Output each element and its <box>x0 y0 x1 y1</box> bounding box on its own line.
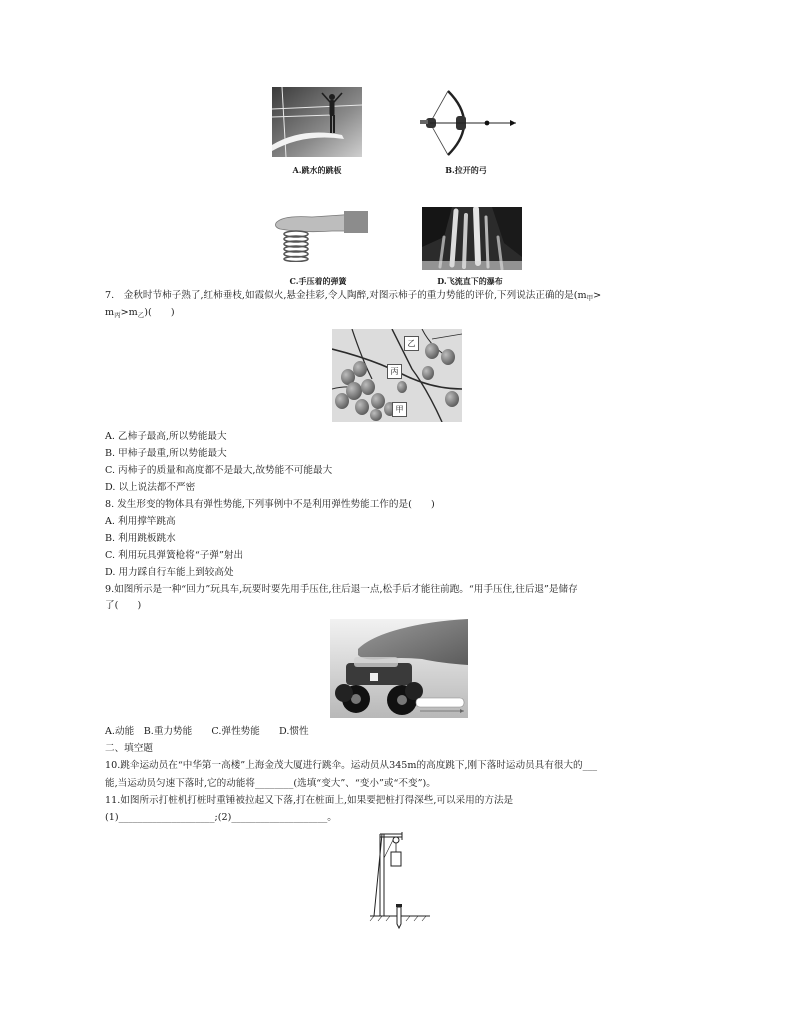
q7-gt2: >m <box>120 307 138 318</box>
q8-option-b: B. 利用跳板跳水 <box>105 533 176 544</box>
persimmon-label-yi: 乙 <box>404 336 419 351</box>
waterfall-photo <box>422 207 522 270</box>
toy-car-illustration <box>330 619 468 718</box>
diving-board-illustration <box>272 87 362 157</box>
q11-line2: (1)____________________;(2)____________________。 <box>105 812 337 823</box>
pile <box>397 907 401 928</box>
persimmon-photo <box>332 329 462 422</box>
figure-b-caption: B.拉开的弓 <box>445 165 487 175</box>
q8-option-d: D. 用力踩自行车能上到较高处 <box>105 567 234 578</box>
figure-a-caption: A.跳水的跳板 <box>292 165 342 175</box>
q7-gt1: > <box>593 290 602 301</box>
pulley <box>393 837 399 843</box>
q8-option-c: C. 利用玩具弹簧枪将“子弹”射出 <box>105 550 244 561</box>
q8-option-a: A. 利用撑竿跳高 <box>105 516 176 527</box>
figure-c-caption: C.手压着的弹簧 <box>289 276 347 286</box>
q9-stem-line1: 9.如图所示是一种“回力”玩具车,玩要时要先用手压住,往后退一点,松手后才能往前跑。“用手压住,往后退”是储存 <box>105 584 578 595</box>
coil-spring <box>284 231 308 262</box>
q7-sub-bing: 丙 <box>114 311 121 319</box>
q7-option-c: C. 丙柿子的质量和高度都不是最大,故势能不可能最大 <box>105 465 333 476</box>
diving-board-photo <box>272 87 362 157</box>
q7-stem-line2 <box>105 305 175 321</box>
q7-m-text: m <box>105 307 115 318</box>
direction-label-box <box>416 698 464 707</box>
q10-line1: 10.跳伞运动员在“中华第一高楼”上海金茂大厦进行跳伞。运动员从345m的高度跳下,刚下落时运动员具有很大的___ <box>105 760 598 771</box>
toy-car-photo <box>330 619 468 718</box>
figure-d-caption: D.飞流直下的瀑布 <box>437 276 503 286</box>
q7-sub-jia: 甲 <box>586 294 594 302</box>
q9-stem-line2: 了( ) <box>105 600 142 611</box>
q9-options: A.动能 B.重力势能 C.弹性势能 D.惯性 <box>105 726 309 737</box>
frame <box>374 832 402 916</box>
persimmon-label-bing: 丙 <box>387 364 402 379</box>
persimmon-label-jia: 甲 <box>392 402 407 417</box>
pile-driver-illustration <box>366 828 434 930</box>
bow-illustration <box>418 87 518 159</box>
q7-option-d: D. 以上说法都不严密 <box>105 482 196 493</box>
q7-stem-line1 <box>105 288 601 304</box>
q7-sub-yi: 乙 <box>137 311 145 319</box>
q11-line1: 11.如图所示打桩机打桩时重锤被拉起又下落,打在桩面上,如果要把桩打得深些,可以采用的方法是 <box>105 795 514 806</box>
pressed-spring-photo <box>272 207 368 262</box>
sleeve <box>344 211 368 233</box>
q7-answer-blank: )( ) <box>144 307 175 318</box>
q10-line2: 能,当运动员匀速下落时,它的动能将________(选填“变大”、“变小”或“不变”)。 <box>105 778 436 789</box>
spring-illustration <box>272 207 368 262</box>
drawn-bow-photo <box>418 87 518 159</box>
waterfall-illustration <box>422 207 522 270</box>
q7-option-b: B. 甲柿子最重,所以势能最大 <box>105 448 227 459</box>
arrow-marker <box>485 121 490 126</box>
q7-option-a: A. 乙柿子最高,所以势能最大 <box>105 431 227 442</box>
q8-stem: 8. 发生形变的物体具有弹性势能,下列事例中不是利用弹性势能工作的是( ) <box>105 499 435 510</box>
hammer-weight <box>391 852 401 866</box>
pile-driver-diagram <box>366 828 434 930</box>
q7-stem-text: 7. 金秋时节柿子熟了,红柿垂枝,如霞似火,悬金挂彩,令人陶醉,对图示柿子的重力势能的评价,下列说法正确的是(m <box>105 290 587 301</box>
section-fill-in-title: 二、填空题 <box>105 743 153 754</box>
